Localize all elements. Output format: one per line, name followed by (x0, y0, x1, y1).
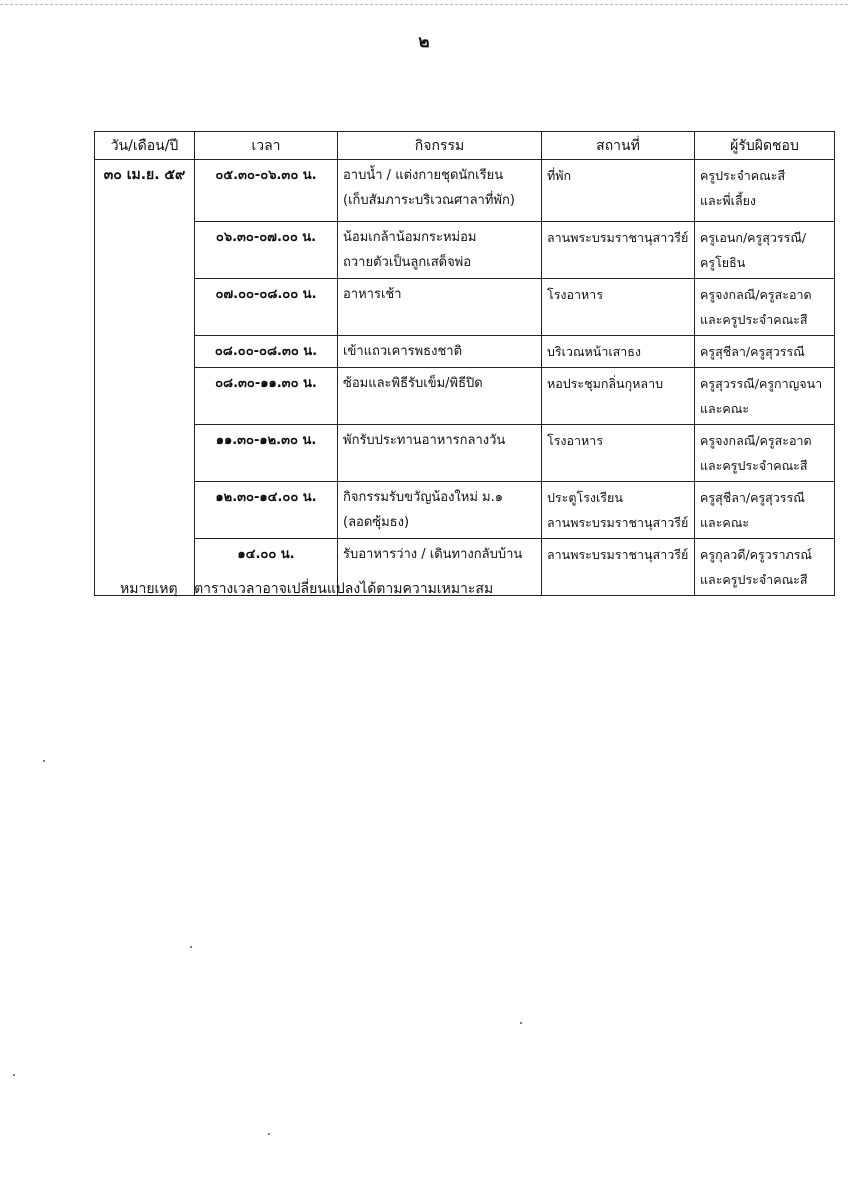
table-body (95, 160, 835, 596)
owner-cell (695, 425, 835, 482)
place-cell (542, 160, 695, 222)
scan-speck (190, 946, 192, 948)
activity-line: อาบน้ำ / แต่งกายชุดนักเรียน (343, 168, 504, 183)
table-row (95, 160, 835, 222)
owner-line: และคณะ (700, 515, 750, 530)
time-cell: ๐๘.๐๐-๐๘.๓๐ น. (195, 336, 338, 368)
place-line: ลานพระบรมราชานุสาวรีย์ (547, 547, 689, 562)
activity-cell (338, 279, 542, 336)
footnote-label: หมายเหตุ (120, 581, 178, 597)
place-cell (542, 539, 695, 596)
table-row (95, 336, 835, 368)
table-row (95, 279, 835, 336)
owner-cell (695, 482, 835, 539)
owner-line: ครูประจำคณะสี (700, 168, 786, 183)
page-number: ๒ (418, 32, 430, 52)
owner-line: และคณะ (700, 401, 750, 416)
owner-cell (695, 279, 835, 336)
time-cell: ๐๘.๓๐-๑๑.๓๐ น. (195, 368, 338, 425)
owner-line: ครูสุชีลา/ครูสุวรรณี (700, 344, 805, 359)
place-line: หอประชุมกลิ่นกุหลาบ (547, 376, 664, 391)
header-activity: กิจกรรม (338, 132, 542, 160)
place-line: โรงอาหาร (547, 433, 604, 448)
table-row (95, 222, 835, 279)
date-value: ๓๐ เม.ย. ๕๙ (103, 167, 186, 183)
place-cell (542, 222, 695, 279)
scan-speck (520, 1022, 522, 1024)
activity-line: รับอาหารว่าง / เดินทางกลับบ้าน (343, 547, 523, 562)
date-cell (95, 336, 195, 368)
date-cell (95, 222, 195, 279)
time-cell: ๑๒.๓๐-๑๔.๐๐ น. (195, 482, 338, 539)
table-row (95, 368, 835, 425)
owner-line: ครูสุชีลา/ครูสุวรรณี (700, 490, 805, 505)
owner-cell (695, 336, 835, 368)
footnote-text: ตารางเวลาอาจเปลี่ยนแปลงได้ตามความเหมาะสม (194, 581, 494, 597)
activity-line: พักรับประทานอาหารกลางวัน (343, 433, 506, 448)
time-cell: ๐๕.๓๐-๐๖.๓๐ น. (195, 160, 338, 222)
activity-line: (ลอดซุ้มธง) (343, 515, 410, 530)
time-cell: ๐๖.๓๐-๐๗.๐๐ น. (195, 222, 338, 279)
time-cell: ๑๑.๓๐-๑๒.๓๐ น. (195, 425, 338, 482)
table-header-row (95, 132, 835, 160)
place-cell (542, 279, 695, 336)
owner-line: ครูจงกลณี/ครูสะอาด (700, 433, 812, 448)
date-cell (95, 368, 195, 425)
place-line: โรงอาหาร (547, 287, 604, 302)
place-cell (542, 368, 695, 425)
header-place: สถานที่ (542, 132, 695, 160)
schedule-table (94, 131, 835, 596)
activity-line: อาหารเช้า (343, 287, 402, 302)
owner-line: และครูประจำคณะสี (700, 312, 808, 327)
place-line: ลานพระบรมราชานุสาวรีย์ (547, 230, 689, 245)
place-line: ลานพระบรมราชานุสาวรีย์ (547, 515, 689, 530)
owner-line: ครูสุวรรณี/ครูกาญจนา (700, 376, 823, 391)
owner-cell (695, 539, 835, 596)
date-cell (95, 279, 195, 336)
owner-cell (695, 368, 835, 425)
date-cell (95, 425, 195, 482)
header-time: เวลา (195, 132, 338, 160)
owner-line: และพี่เลี้ยง (700, 193, 757, 208)
owner-line: ครูเอนก/ครูสุวรรณี/ (700, 230, 807, 245)
date-cell (95, 160, 195, 222)
owner-line: และครูประจำคณะสี (700, 572, 808, 587)
footnote (120, 578, 493, 600)
table-row (95, 425, 835, 482)
activity-line: ซ้อมและพิธีรับเข็ม/พิธีปิด (343, 376, 483, 391)
scan-top-edge (0, 4, 848, 6)
table-row (95, 482, 835, 539)
header-owner: ผู้รับผิดชอบ (695, 132, 835, 160)
owner-line: และครูประจำคณะสี (700, 458, 808, 473)
place-cell (542, 336, 695, 368)
scan-speck (43, 760, 45, 762)
activity-line: ถวายตัวเป็นลูกเสด็จพ่อ (343, 255, 472, 270)
place-cell (542, 425, 695, 482)
activity-cell (338, 482, 542, 539)
activity-line: กิจกรรมรับขวัญน้องใหม่ ม.๑ (343, 490, 504, 505)
owner-line: ครูจงกลณี/ครูสะอาด (700, 287, 812, 302)
activity-cell (338, 336, 542, 368)
time-cell: ๑๔.๐๐ น. (195, 539, 338, 596)
owner-line: ครูโยธิน (700, 255, 746, 270)
date-cell (95, 482, 195, 539)
activity-line: (เก็บสัมภาระบริเวณศาลาที่พัก) (343, 193, 515, 208)
owner-cell (695, 222, 835, 279)
activity-cell (338, 222, 542, 279)
place-line: ประตูโรงเรียน (547, 490, 623, 505)
header-date: วัน/เดือน/ปี (95, 132, 195, 160)
scan-speck (268, 1133, 270, 1135)
scan-speck (13, 1074, 15, 1076)
activity-cell (338, 160, 542, 222)
activity-cell (338, 425, 542, 482)
activity-line: เข้าแถวเคารพธงชาติ (343, 344, 463, 359)
owner-cell (695, 160, 835, 222)
place-line: ที่พัก (547, 168, 572, 183)
place-line: บริเวณหน้าเสาธง (547, 344, 641, 359)
activity-cell (338, 368, 542, 425)
owner-line: ครูกุลวดี/ครูวราภรณ์ (700, 547, 813, 562)
time-cell: ๐๗.๐๐-๐๘.๐๐ น. (195, 279, 338, 336)
place-cell (542, 482, 695, 539)
activity-line: น้อมเกล้าน้อมกระหม่อม (343, 230, 477, 245)
